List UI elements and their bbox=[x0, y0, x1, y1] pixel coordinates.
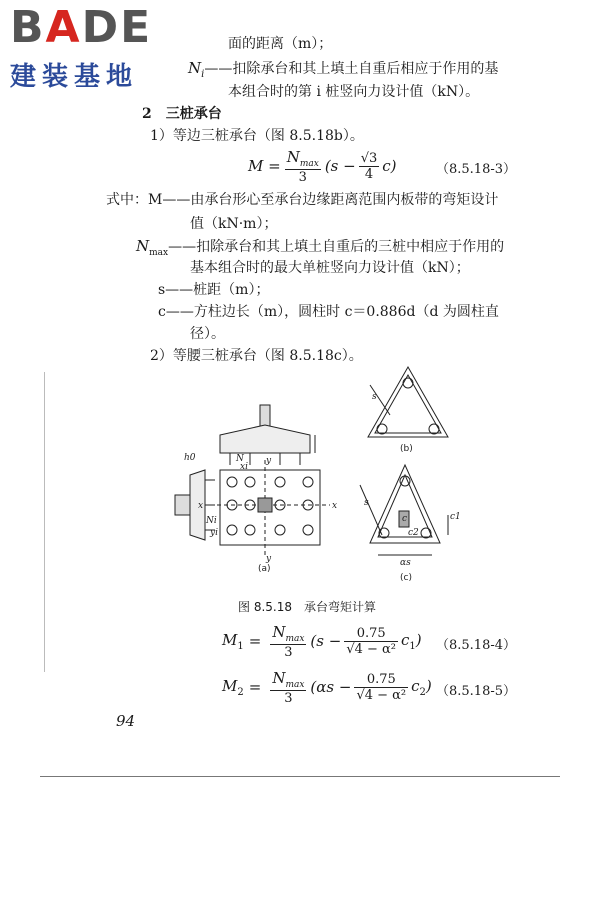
equation-number-5: （8.5.18-5） bbox=[436, 684, 517, 699]
text-line-3: 本组合时的第 i 桩竖向力设计值（kN）。 bbox=[228, 84, 480, 100]
eq3-numerator bbox=[285, 148, 321, 170]
figure-label-c: (c) bbox=[400, 573, 412, 583]
eq5-n: N bbox=[272, 668, 286, 687]
eq3-denominator: 3 bbox=[298, 169, 307, 185]
text-ni-definition bbox=[188, 58, 498, 85]
eq5-fraction bbox=[270, 669, 306, 706]
definition-c-2: 径）。 bbox=[190, 326, 225, 342]
scan-edge-line bbox=[44, 372, 45, 672]
definition-nmax-2: 基本组合时的最大单桩竖向力设计值（kN）； bbox=[190, 260, 470, 276]
eq5-m-sub: 2 bbox=[237, 686, 244, 698]
eq3-fraction bbox=[285, 148, 321, 185]
eq5-inner-fraction bbox=[354, 672, 408, 703]
text-line-1: 面的距离（m）； bbox=[228, 36, 333, 52]
eq4-fraction bbox=[270, 623, 306, 660]
eq5-c-sub: 2 bbox=[419, 686, 426, 698]
definition-c: c——方柱边长（m），圆柱时 c＝0.886d（d 为圆柱直 bbox=[158, 304, 499, 320]
eq3-lhs: M = bbox=[248, 157, 281, 175]
definition-m-unit: 值（kN·m）； bbox=[190, 216, 278, 232]
eq4-numerator bbox=[270, 623, 306, 645]
eq4-m-sub: 1 bbox=[237, 640, 244, 652]
label-h0: h0 bbox=[184, 453, 196, 463]
eq3-inner-num: √3 bbox=[360, 150, 378, 166]
figure-c-triangle bbox=[360, 465, 448, 555]
label-c2: c2 bbox=[408, 528, 419, 538]
nmax-symbol: N bbox=[136, 237, 150, 255]
nmax-subscript: max bbox=[149, 247, 169, 258]
logo-wordmark bbox=[10, 2, 152, 53]
logo-chinese: 建装基地 bbox=[10, 62, 139, 92]
ni-text: ——扣除承台和其上填土自重后相应于作用的基 bbox=[204, 61, 499, 77]
eq4-n-sub: max bbox=[285, 633, 305, 644]
label-x-left: x bbox=[198, 501, 204, 511]
equation-8-5-18-3 bbox=[248, 146, 397, 186]
label-y-top: y bbox=[266, 456, 272, 466]
figure-a-plan bbox=[210, 460, 330, 555]
ni-symbol: N bbox=[188, 59, 202, 77]
eq4-tail bbox=[401, 631, 422, 652]
logo-accent-letter: A bbox=[45, 2, 82, 53]
eq5-paren: (αs − bbox=[310, 678, 352, 696]
equation-8-5-18-5 bbox=[222, 664, 432, 710]
figure-b-triangle bbox=[368, 367, 448, 437]
definition-m: 式中：M——由承台形心至承台边缘距离范围内板带的弯矩设计 bbox=[106, 192, 499, 208]
eq4-close: ) bbox=[415, 630, 422, 649]
item-2: 2）等腰三桩承台（图 8.5.18c）。 bbox=[150, 348, 363, 364]
eq5-equals: = bbox=[248, 678, 262, 696]
eq5-n-sub: max bbox=[285, 679, 305, 690]
eq4-inner-den: √4 − α² bbox=[346, 641, 397, 657]
eq4-c: c bbox=[401, 630, 410, 649]
page-number: 94 bbox=[116, 712, 136, 730]
eq4-inner-num: 0.75 bbox=[344, 626, 398, 642]
eq5-denominator: 3 bbox=[284, 690, 293, 706]
label-c1: c1 bbox=[450, 512, 461, 522]
label-n: N bbox=[236, 454, 244, 464]
definition-s: s——桩距（m）； bbox=[158, 282, 270, 298]
eq3-tail: c) bbox=[382, 157, 397, 175]
section-heading: 2 三桩承台 bbox=[142, 106, 222, 122]
label-x-right: x bbox=[332, 501, 338, 511]
nmax-text: ——扣除承台和其上填土自重后的三桩中相应于作用的 bbox=[168, 239, 505, 255]
eq5-c: c bbox=[411, 676, 420, 695]
eq5-close: ) bbox=[425, 676, 432, 695]
logo-letters: B bbox=[10, 2, 46, 53]
eq4-denominator: 3 bbox=[284, 644, 293, 660]
eq4-lhs bbox=[222, 631, 244, 652]
figure-label-a: (a) bbox=[258, 564, 271, 574]
eq4-inner-fraction bbox=[344, 626, 398, 657]
eq5-tail bbox=[411, 677, 432, 698]
bottom-rule bbox=[40, 776, 560, 777]
ni-subscript: i bbox=[201, 68, 205, 80]
eq4-paren: (s − bbox=[310, 632, 342, 650]
figure-label-b: (b) bbox=[400, 444, 413, 454]
equation-number-4: （8.5.18-4） bbox=[436, 638, 517, 653]
label-ni: Ni bbox=[206, 516, 217, 526]
eq5-m: M bbox=[222, 676, 238, 695]
equation-number-3: （8.5.18-3） bbox=[436, 162, 517, 177]
label-s-c: s bbox=[364, 498, 369, 508]
eq5-inner-den: √4 − α² bbox=[356, 687, 407, 703]
eq3-paren: (s − bbox=[324, 157, 356, 175]
eq4-c-sub: 1 bbox=[409, 640, 416, 652]
figure-8-5-18 bbox=[150, 365, 470, 590]
eq3-n: N bbox=[286, 147, 300, 166]
label-xi: xi bbox=[240, 462, 248, 472]
label-yi: yi bbox=[210, 528, 218, 538]
label-s-b: s bbox=[372, 392, 377, 402]
label-as: αs bbox=[400, 558, 411, 568]
figure-a-side bbox=[175, 470, 215, 540]
label-c: c bbox=[402, 514, 408, 524]
item-1: 1）等边三桩承台（图 8.5.18b）。 bbox=[150, 128, 364, 144]
eq5-lhs bbox=[222, 677, 244, 698]
eq4-n: N bbox=[272, 622, 286, 641]
eq3-n-sub: max bbox=[299, 158, 319, 169]
eq4-equals: = bbox=[248, 632, 262, 650]
figure-caption: 图 8.5.18 承台弯矩计算 bbox=[238, 600, 376, 614]
equation-8-5-18-4 bbox=[222, 618, 422, 664]
eq3-inner-fraction bbox=[359, 151, 380, 182]
eq3-inner-den: 4 bbox=[364, 166, 374, 182]
label-y-bottom: y bbox=[266, 554, 272, 564]
eq5-inner-num: 0.75 bbox=[354, 672, 408, 688]
eq5-numerator bbox=[270, 669, 306, 691]
logo-letters-tail: DE bbox=[81, 2, 153, 53]
eq4-m: M bbox=[222, 630, 238, 649]
